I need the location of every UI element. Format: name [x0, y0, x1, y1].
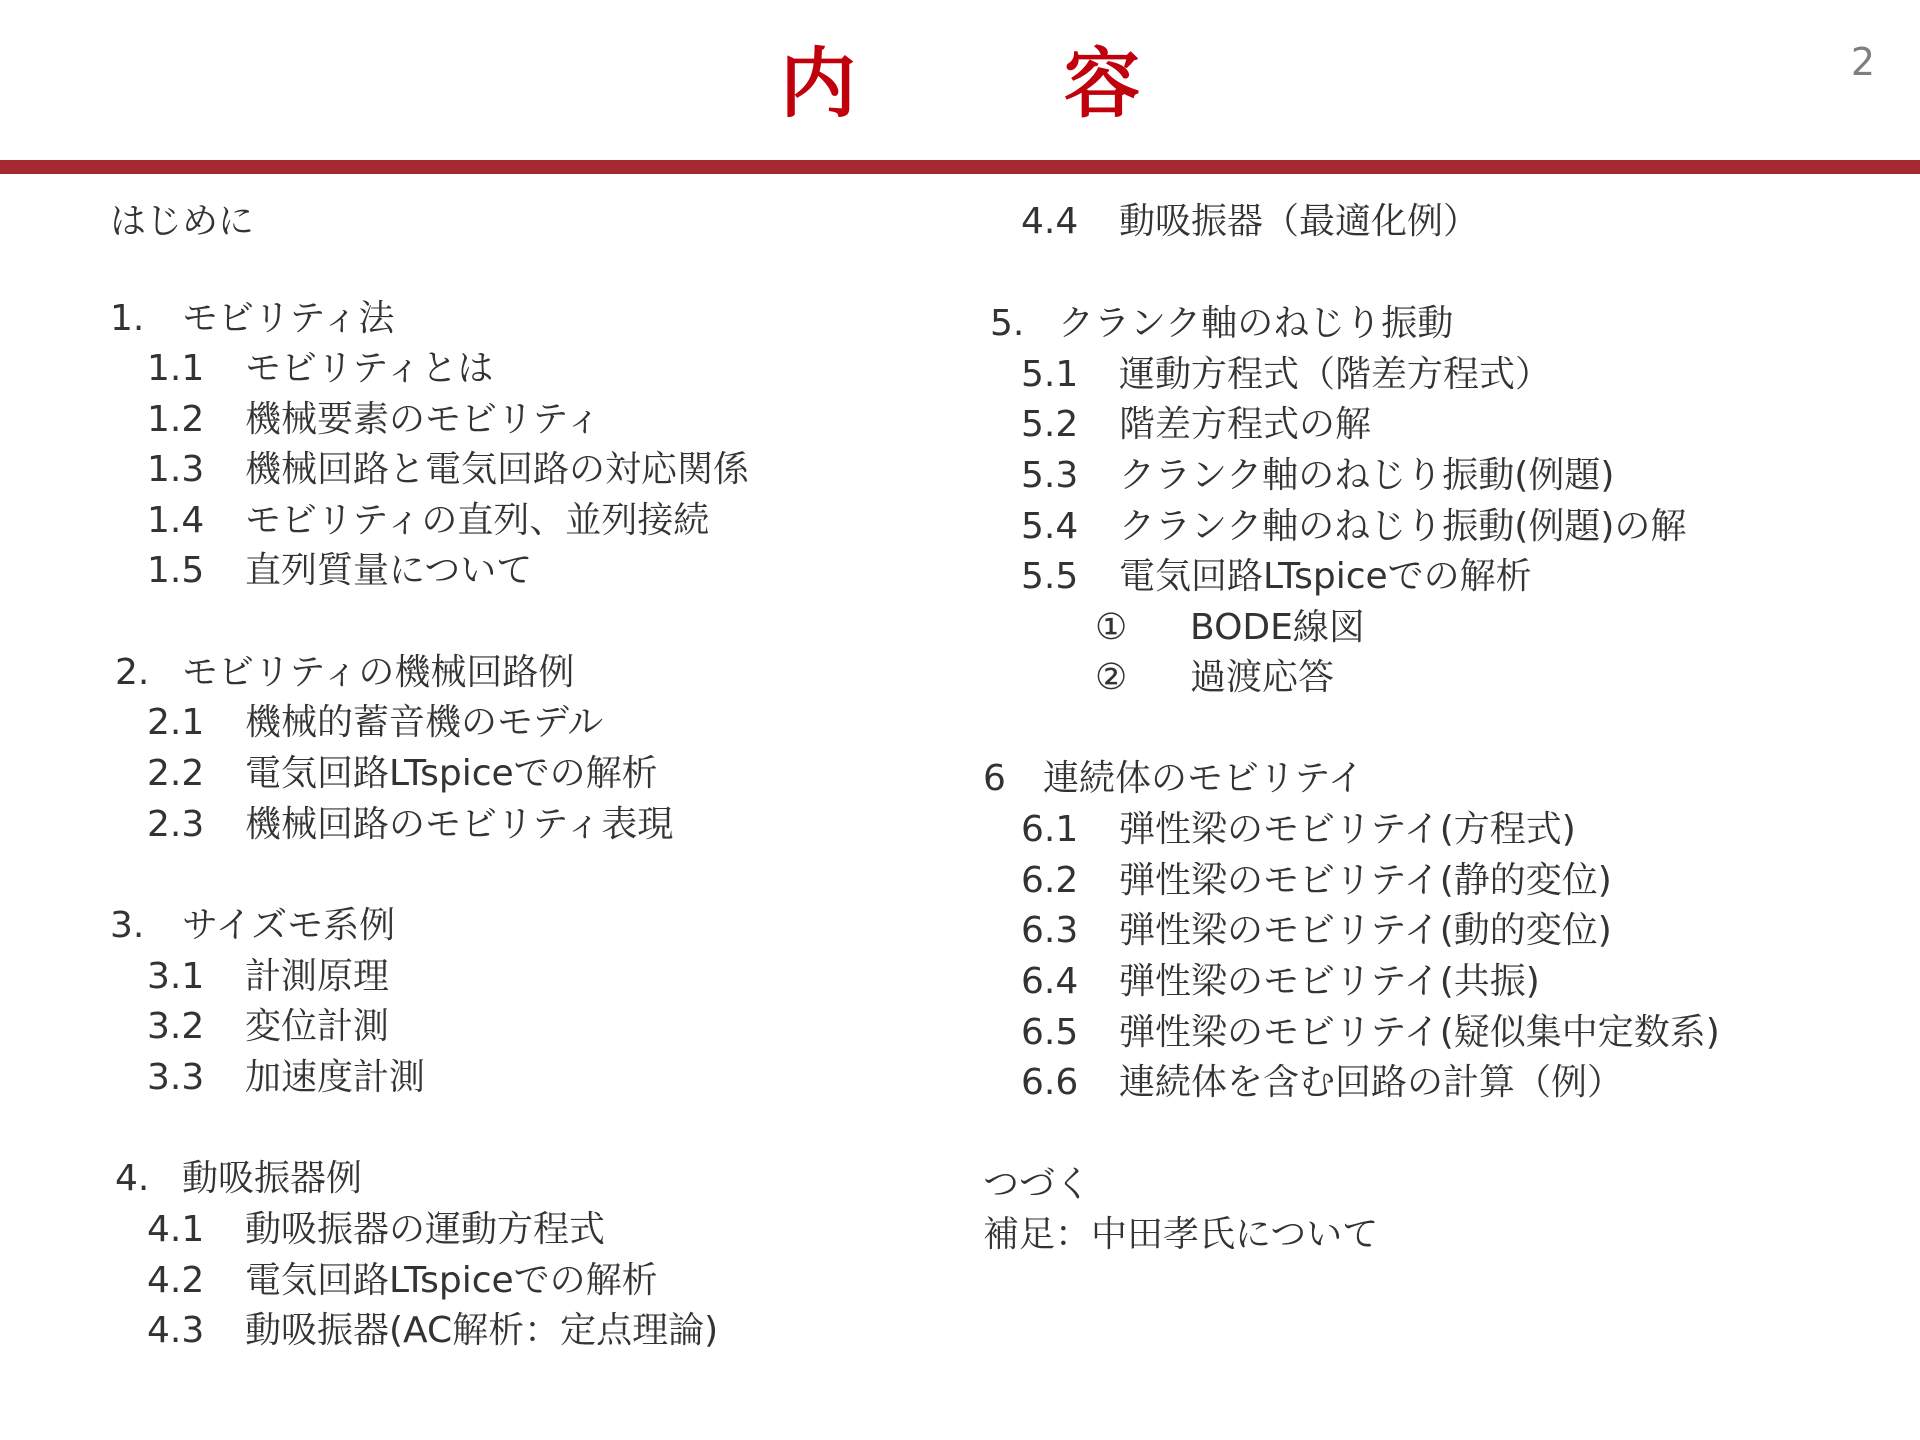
toc-section-3	[110, 904, 395, 948]
toc-item-5-1	[1021, 353, 1551, 397]
item-number: 5.3	[1021, 455, 1079, 496]
item-label: 機械回路と電気回路の対応関係	[245, 449, 750, 490]
item-number: 2.1	[147, 702, 205, 743]
item-number: 6.2	[1021, 860, 1079, 901]
item-number: 4.2	[147, 1260, 205, 1301]
toc-item-1-5	[147, 549, 532, 593]
item-label: 動吸振器の運動方程式	[245, 1209, 606, 1250]
item-number: 4.1	[147, 1209, 205, 1250]
toc-section-4	[115, 1157, 362, 1201]
item-label: 機械要素のモビリティ	[245, 399, 602, 440]
item-label: 電気回路LTspiceでの解析	[245, 753, 658, 794]
toc-item-3-3	[147, 1056, 425, 1100]
item-number: 1.2	[147, 399, 205, 440]
item-number: 3.1	[147, 956, 205, 997]
item-label: 機械回路のモビリティ表現	[245, 804, 674, 845]
item-label: 階差方程式の解	[1119, 404, 1372, 445]
toc-item-1-1	[147, 347, 493, 391]
item-number: 1.5	[147, 550, 205, 591]
toc-supplement: 補足：中田孝氏について	[983, 1214, 1379, 1255]
subitem-label: BODE線図	[1190, 607, 1365, 648]
slide-title: 内 容	[780, 39, 1206, 128]
toc-section-2	[115, 651, 574, 695]
item-number: 5.5	[1021, 556, 1079, 597]
item-label: クランク軸のねじり振動(例題)の解	[1119, 506, 1687, 547]
item-number: 5.4	[1021, 506, 1079, 547]
item-label: 弾性梁のモビリテイ(共振)	[1119, 961, 1540, 1002]
section-label: 連続体のモビリテイ	[1043, 758, 1364, 799]
toc-section-6	[983, 757, 1364, 801]
toc-item-2-1	[147, 701, 603, 745]
item-label: 電気回路LTspiceでの解析	[1119, 556, 1532, 597]
section-number: 5.	[990, 303, 1025, 344]
toc-item-6-3	[1021, 909, 1612, 953]
item-label: 電気回路LTspiceでの解析	[245, 1260, 658, 1301]
section-number: 4.	[115, 1158, 150, 1199]
toc-subitem-5-5-1	[1095, 606, 1365, 650]
item-number: 2.3	[147, 804, 205, 845]
toc-item-4-4	[1021, 200, 1479, 244]
item-number: 6.6	[1021, 1062, 1079, 1103]
toc-item-5-3	[1021, 454, 1614, 498]
item-label: 変位計測	[245, 1006, 390, 1047]
section-label: モビリティの機械回路例	[182, 652, 575, 693]
subitem-marker: ②	[1095, 657, 1128, 698]
item-number: 6.1	[1021, 809, 1079, 850]
toc-item-2-2	[147, 752, 658, 796]
title-divider	[0, 160, 1920, 174]
toc-item-4-1	[147, 1208, 605, 1252]
toc-intro: はじめに	[110, 201, 255, 242]
section-label: クランク軸のねじり振動	[1058, 303, 1454, 344]
item-label: 弾性梁のモビリテイ(疑似集中定数系)	[1119, 1012, 1720, 1053]
toc-continued: つづく	[983, 1164, 1092, 1205]
toc-item-5-2	[1021, 403, 1371, 447]
subitem-marker: ①	[1095, 607, 1128, 648]
item-label: クランク軸のねじり振動(例題)	[1119, 455, 1615, 496]
toc-item-2-3	[147, 803, 673, 847]
section-number: 1.	[110, 298, 145, 339]
item-label: 弾性梁のモビリテイ(動的変位)	[1119, 910, 1612, 951]
item-number: 4.4	[1021, 201, 1079, 242]
toc-item-5-4	[1021, 505, 1686, 549]
item-label: 弾性梁のモビリテイ(方程式)	[1119, 809, 1576, 850]
item-label: 動吸振器（最適化例）	[1119, 201, 1480, 242]
section-number: 2.	[115, 652, 150, 693]
item-number: 1.3	[147, 449, 205, 490]
item-number: 2.2	[147, 753, 205, 794]
toc-item-1-3	[147, 448, 749, 492]
item-number: 5.2	[1021, 404, 1079, 445]
item-number: 1.4	[147, 500, 205, 541]
item-label: 機械的蓄音機のモデル	[245, 702, 604, 743]
item-number: 6.3	[1021, 910, 1079, 951]
page-number: 2	[1850, 40, 1875, 84]
section-label: サイズモ系例	[182, 905, 396, 946]
item-label: 弾性梁のモビリテイ(静的変位)	[1119, 860, 1612, 901]
toc-item-3-1	[147, 955, 389, 999]
item-number: 6.5	[1021, 1012, 1079, 1053]
section-number: 6	[983, 758, 1006, 799]
item-label: 連続体を含む回路の計算（例）	[1119, 1062, 1624, 1103]
item-label: 動吸振器(AC解析：定点理論)	[245, 1310, 719, 1351]
toc-subitem-5-5-2	[1095, 656, 1334, 700]
toc-item-3-2	[147, 1005, 389, 1049]
item-label: モビリティの直列、並列接続	[245, 500, 710, 541]
item-number: 5.1	[1021, 354, 1079, 395]
section-label: モビリティ法	[182, 298, 395, 339]
item-label: 加速度計測	[245, 1057, 426, 1098]
toc-item-6-2	[1021, 859, 1612, 903]
toc-item-6-6	[1021, 1061, 1623, 1105]
toc-item-1-2	[147, 398, 601, 442]
item-number: 3.2	[147, 1006, 205, 1047]
section-label: 動吸振器例	[182, 1158, 363, 1199]
toc-section-5	[990, 302, 1453, 346]
item-label: 計測原理	[245, 956, 390, 997]
toc-item-5-5	[1021, 555, 1532, 599]
toc-item-1-4	[147, 499, 709, 543]
section-number: 3.	[110, 905, 145, 946]
toc-item-6-5	[1021, 1011, 1720, 1055]
item-number: 4.3	[147, 1310, 205, 1351]
toc-item-4-3	[147, 1309, 718, 1353]
item-label: 運動方程式（階差方程式）	[1119, 354, 1552, 395]
subitem-label: 過渡応答	[1190, 657, 1335, 698]
toc-item-6-1	[1021, 808, 1576, 852]
item-label: 直列質量について	[245, 550, 533, 591]
toc-item-4-2	[147, 1259, 658, 1303]
item-number: 3.3	[147, 1057, 205, 1098]
item-number: 1.1	[147, 348, 205, 389]
toc-item-6-4	[1021, 960, 1540, 1004]
item-number: 6.4	[1021, 961, 1079, 1002]
toc-section-1	[110, 297, 394, 341]
item-label: モビリティとは	[245, 348, 494, 389]
